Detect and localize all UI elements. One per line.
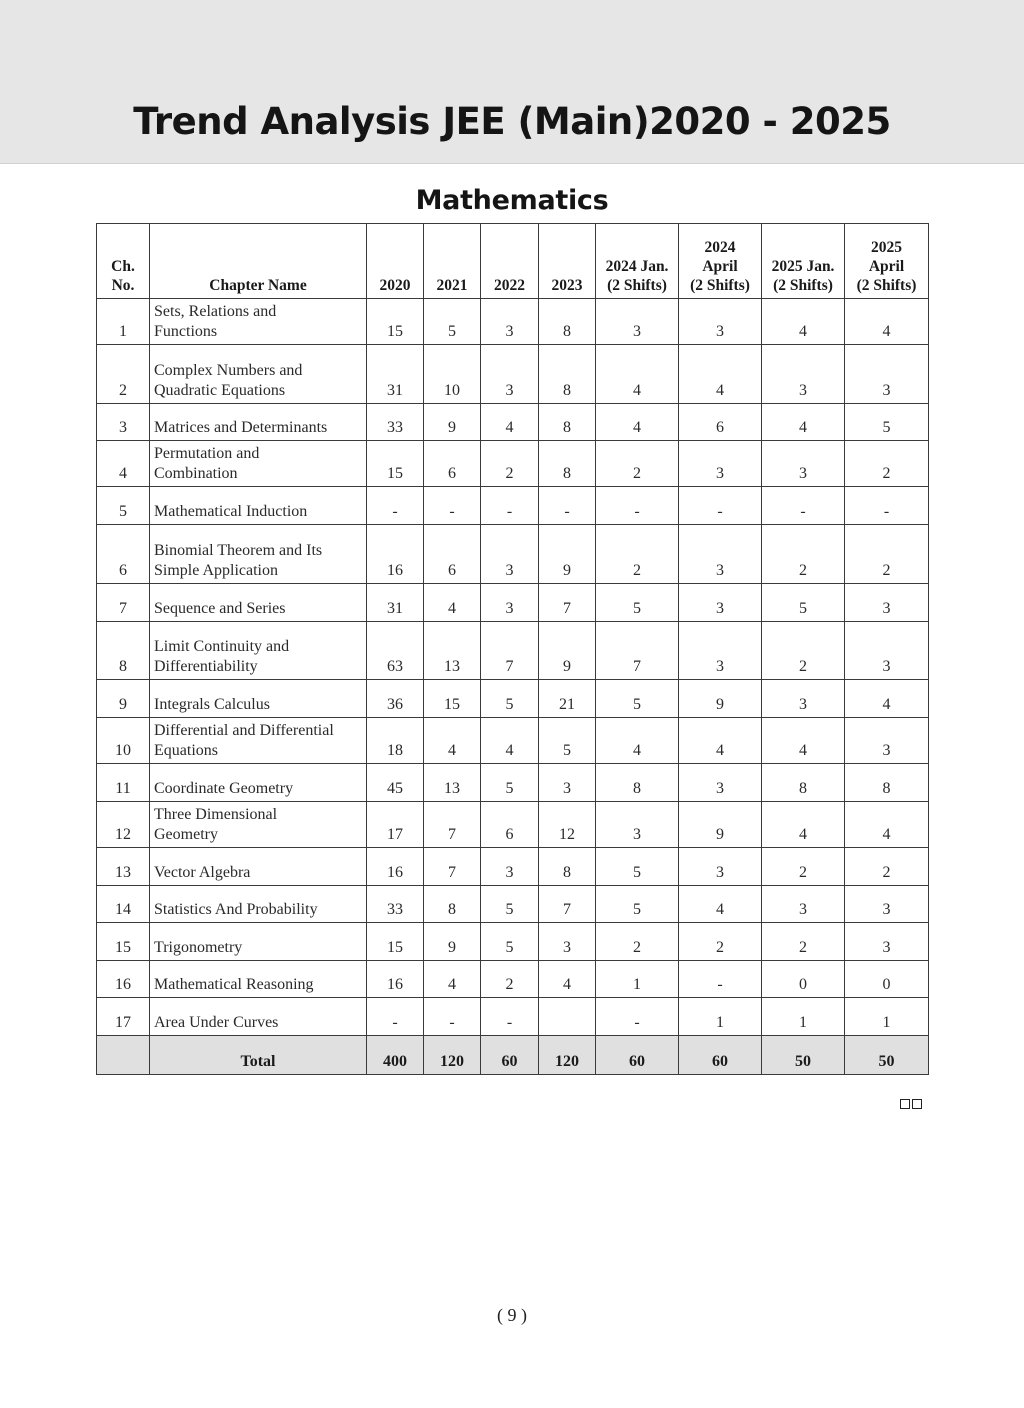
chapter-number-cell: 1 [97,299,150,345]
table-row [97,886,929,923]
question-count-cell: 3 [845,584,929,622]
question-count-cell: 7 [481,622,539,680]
question-count-cell: 21 [539,680,596,718]
question-count-cell: - [424,998,481,1036]
subject-title: Mathematics [415,185,609,216]
question-count-cell: - [424,487,481,525]
table-row [97,923,929,961]
question-count-cell: 3 [481,525,539,584]
question-count-cell: 31 [367,584,424,622]
chapter-number-cell: 7 [97,584,150,622]
question-count-cell: 15 [367,299,424,345]
table-row [97,802,929,848]
question-count-cell: 4 [762,404,845,441]
chapter-name-cell [150,525,367,584]
chapter-name-line: Equations [154,741,218,759]
question-count-cell: 8 [845,764,929,802]
chapter-name-line: Functions [154,322,218,340]
question-count-cell: 3 [679,441,762,487]
page-title: Trend Analysis JEE (Main)2020 - 2025 [133,100,891,143]
question-count-cell: 3 [679,622,762,680]
header-2024-april [679,224,762,299]
chapter-name-line: Simple Application [154,561,278,579]
question-count-cell: 6 [424,525,481,584]
question-count-cell: 3 [845,923,929,961]
chapter-name-cell [150,584,367,622]
chapter-name-line: Sequence and Series [154,599,286,617]
header-2020: 2020 [367,224,424,299]
question-count-cell: 3 [679,584,762,622]
question-count-cell: 6 [481,802,539,848]
chapter-name-cell [150,718,367,764]
total-cell: 120 [539,1036,596,1075]
question-count-cell: 2 [481,441,539,487]
table-header-row [97,224,929,299]
question-count-cell: 6 [424,441,481,487]
question-count-cell: 3 [845,622,929,680]
chapter-name-line: Mathematical Reasoning [154,975,314,993]
question-count-cell [539,998,596,1036]
end-of-section-mark [900,1099,922,1109]
total-cell: 50 [845,1036,929,1075]
question-count-cell: 3 [539,764,596,802]
chapter-name-cell [150,848,367,886]
question-count-cell: 63 [367,622,424,680]
question-count-cell: 5 [481,886,539,923]
table-row [97,961,929,998]
header-line: (2 Shifts) [773,277,833,294]
question-count-cell: 18 [367,718,424,764]
question-count-cell: 5 [424,299,481,345]
question-count-cell: 7 [539,584,596,622]
question-count-cell: 8 [539,848,596,886]
question-count-cell: 3 [845,718,929,764]
question-count-cell: 5 [762,584,845,622]
question-count-cell: 3 [679,848,762,886]
question-count-cell: 9 [679,680,762,718]
question-count-cell: 9 [424,923,481,961]
question-count-cell: 0 [762,961,845,998]
header-ch-no-line: Ch. [111,258,135,275]
chapter-name-line: Statistics And Probability [154,900,318,918]
chapter-name-line: Vector Algebra [154,863,251,881]
question-count-cell: - [679,961,762,998]
question-count-cell: 33 [367,886,424,923]
header-2021: 2021 [424,224,481,299]
chapter-name-cell [150,404,367,441]
question-count-cell: 33 [367,404,424,441]
table-row [97,441,929,487]
question-count-cell: 13 [424,764,481,802]
table-row [97,622,929,680]
total-label: Total [150,1036,367,1075]
question-count-cell: 2 [596,525,679,584]
question-count-cell: 4 [596,404,679,441]
question-count-cell: - [481,998,539,1036]
question-count-cell: 16 [367,961,424,998]
chapter-number-cell: 16 [97,961,150,998]
header-line: (2 Shifts) [856,277,917,294]
question-count-cell: 15 [367,923,424,961]
chapter-number-cell: 11 [97,764,150,802]
question-count-cell: - [596,998,679,1036]
question-count-cell: 4 [762,802,845,848]
trend-table [96,223,929,1075]
chapter-number-cell: 5 [97,487,150,525]
question-count-cell: 3 [762,886,845,923]
header-line: 2024 [704,239,736,256]
question-count-cell: 4 [845,299,929,345]
question-count-cell: 2 [845,848,929,886]
question-count-cell: - [367,487,424,525]
table-row [97,718,929,764]
question-count-cell: 9 [539,525,596,584]
question-count-cell: 3 [481,345,539,404]
question-count-cell: 2 [845,441,929,487]
question-count-cell: 4 [539,961,596,998]
question-count-cell: 1 [762,998,845,1036]
chapter-name-line: Area Under Curves [154,1013,279,1031]
chapter-name-cell [150,886,367,923]
table-row [97,998,929,1036]
question-count-cell: 12 [539,802,596,848]
chapter-name-cell [150,923,367,961]
question-count-cell: 2 [762,525,845,584]
chapter-name-cell [150,961,367,998]
chapter-number-cell: 2 [97,345,150,404]
question-count-cell: 2 [596,441,679,487]
header-ch-no [97,224,150,299]
question-count-cell: 9 [424,404,481,441]
question-count-cell: 6 [679,404,762,441]
question-count-cell: 2 [762,848,845,886]
question-count-cell: 4 [596,718,679,764]
question-count-cell: 4 [481,718,539,764]
total-cell: 120 [424,1036,481,1075]
table-body [97,299,929,1036]
chapter-name-line: Coordinate Geometry [154,779,294,797]
question-count-cell: 4 [845,680,929,718]
header-2025-jan [762,224,845,299]
question-count-cell: 4 [762,718,845,764]
question-count-cell: 3 [845,345,929,404]
total-blank-cell [97,1036,150,1075]
header-line: 2025 Jan. [771,258,835,275]
question-count-cell: 15 [367,441,424,487]
square-icon [900,1099,910,1109]
question-count-cell: 5 [481,680,539,718]
question-count-cell: 3 [481,299,539,345]
header-line: (2 Shifts) [607,277,667,294]
question-count-cell: 9 [539,622,596,680]
header-chapter-name: Chapter Name [150,224,367,299]
chapter-name-cell [150,441,367,487]
question-count-cell: 5 [845,404,929,441]
question-count-cell: 17 [367,802,424,848]
question-count-cell: 2 [679,923,762,961]
chapter-number-cell: 10 [97,718,150,764]
question-count-cell: - [539,487,596,525]
chapter-name-line: Binomial Theorem and Its [154,542,323,559]
chapter-number-cell: 17 [97,998,150,1036]
question-count-cell: 3 [481,848,539,886]
question-count-cell: 4 [424,961,481,998]
header-2024-jan [596,224,679,299]
chapter-name-line: Combination [154,464,238,482]
question-count-cell: 4 [762,299,845,345]
chapter-name-cell [150,802,367,848]
question-count-cell: 3 [481,584,539,622]
chapter-name-cell [150,680,367,718]
chapter-name-cell [150,622,367,680]
question-count-cell: - [762,487,845,525]
chapter-number-cell: 9 [97,680,150,718]
question-count-cell: 3 [539,923,596,961]
chapter-number-cell: 14 [97,886,150,923]
header-ch-no-line: No. [111,277,135,294]
chapter-name-line: Integrals Calculus [154,695,270,713]
question-count-cell: 5 [596,680,679,718]
square-icon [912,1099,922,1109]
chapter-name-line: Limit Continuity and [154,638,290,655]
question-count-cell: 3 [762,680,845,718]
question-count-cell: 1 [679,998,762,1036]
question-count-cell: 13 [424,622,481,680]
table-row [97,764,929,802]
total-cell: 50 [762,1036,845,1075]
table-row [97,680,929,718]
chapter-name-line: Quadratic Equations [154,381,286,399]
question-count-cell: 1 [596,961,679,998]
chapter-number-cell: 4 [97,441,150,487]
chapter-name-line: Sets, Relations and [154,303,277,320]
question-count-cell: 8 [539,299,596,345]
chapter-number-cell: 12 [97,802,150,848]
question-count-cell: 5 [481,764,539,802]
page-number: ( 9 ) [497,1305,527,1325]
question-count-cell: - [845,487,929,525]
header-line: 2025 [871,239,902,256]
header-2023: 2023 [539,224,596,299]
question-count-cell: 3 [762,345,845,404]
chapter-number-cell: 3 [97,404,150,441]
question-count-cell: 8 [762,764,845,802]
question-count-cell: 2 [845,525,929,584]
question-count-cell: 3 [762,441,845,487]
question-count-cell: 4 [679,886,762,923]
question-count-cell: 5 [596,886,679,923]
chapter-name-cell [150,345,367,404]
chapter-name-cell [150,487,367,525]
header-2022: 2022 [481,224,539,299]
table-row [97,345,929,404]
question-count-cell: 4 [481,404,539,441]
question-count-cell: 15 [424,680,481,718]
question-count-cell: 2 [762,622,845,680]
question-count-cell: 1 [845,998,929,1036]
total-cell: 60 [596,1036,679,1075]
question-count-cell: 4 [596,345,679,404]
question-count-cell: 8 [424,886,481,923]
question-count-cell: 8 [539,441,596,487]
chapter-name-line: Permutation and [154,445,260,462]
question-count-cell: 3 [845,886,929,923]
chapter-number-cell: 15 [97,923,150,961]
total-row [97,1036,929,1075]
header-line: 2024 Jan. [605,258,669,275]
chapter-number-cell: 6 [97,525,150,584]
question-count-cell: 2 [596,923,679,961]
table-row [97,404,929,441]
chapter-name-line: Complex Numbers and [154,362,303,379]
chapter-name-line: Geometry [154,825,218,843]
header-line: April [702,258,738,275]
question-count-cell: 45 [367,764,424,802]
question-count-cell: 10 [424,345,481,404]
question-count-cell: 7 [596,622,679,680]
header-2025-april [845,224,929,299]
question-count-cell: 8 [539,345,596,404]
chapter-number-cell: 13 [97,848,150,886]
chapter-name-line: Matrices and Determinants [154,418,328,436]
total-cell: 60 [679,1036,762,1075]
chapter-name-cell [150,299,367,345]
question-count-cell: 4 [424,584,481,622]
chapter-name-cell [150,764,367,802]
chapter-number-cell: 8 [97,622,150,680]
question-count-cell: 5 [596,584,679,622]
total-cell: 60 [481,1036,539,1075]
question-count-cell: 3 [596,802,679,848]
chapter-name-line: Differentiability [154,657,258,675]
question-count-cell: 5 [539,718,596,764]
table-row [97,487,929,525]
question-count-cell: 2 [481,961,539,998]
question-count-cell: - [596,487,679,525]
question-count-cell: - [367,998,424,1036]
question-count-cell: 7 [424,802,481,848]
question-count-cell: 9 [679,802,762,848]
table-row [97,525,929,584]
chapter-name-line: Trigonometry [154,938,243,956]
question-count-cell: 16 [367,525,424,584]
question-count-cell: 7 [424,848,481,886]
question-count-cell: 4 [679,345,762,404]
question-count-cell: - [679,487,762,525]
question-count-cell: 2 [762,923,845,961]
question-count-cell: 0 [845,961,929,998]
chapter-name-cell [150,998,367,1036]
question-count-cell: 3 [679,764,762,802]
question-count-cell: 4 [424,718,481,764]
question-count-cell: 3 [679,299,762,345]
question-count-cell: 5 [596,848,679,886]
question-count-cell: 8 [539,404,596,441]
chapter-name-line: Three Dimensional [154,806,278,823]
question-count-cell: 4 [845,802,929,848]
table-row [97,848,929,886]
question-count-cell: 4 [679,718,762,764]
question-count-cell: - [481,487,539,525]
question-count-cell: 7 [539,886,596,923]
chapter-name-line: Differential and Differential [154,722,334,739]
question-count-cell: 5 [481,923,539,961]
question-count-cell: 36 [367,680,424,718]
header-line: April [868,258,905,275]
total-cell: 400 [367,1036,424,1075]
table-row [97,299,929,345]
question-count-cell: 3 [679,525,762,584]
question-count-cell: 3 [596,299,679,345]
table-row [97,584,929,622]
question-count-cell: 31 [367,345,424,404]
header-line: (2 Shifts) [690,277,750,294]
chapter-name-line: Mathematical Induction [154,502,308,520]
question-count-cell: 16 [367,848,424,886]
question-count-cell: 8 [596,764,679,802]
